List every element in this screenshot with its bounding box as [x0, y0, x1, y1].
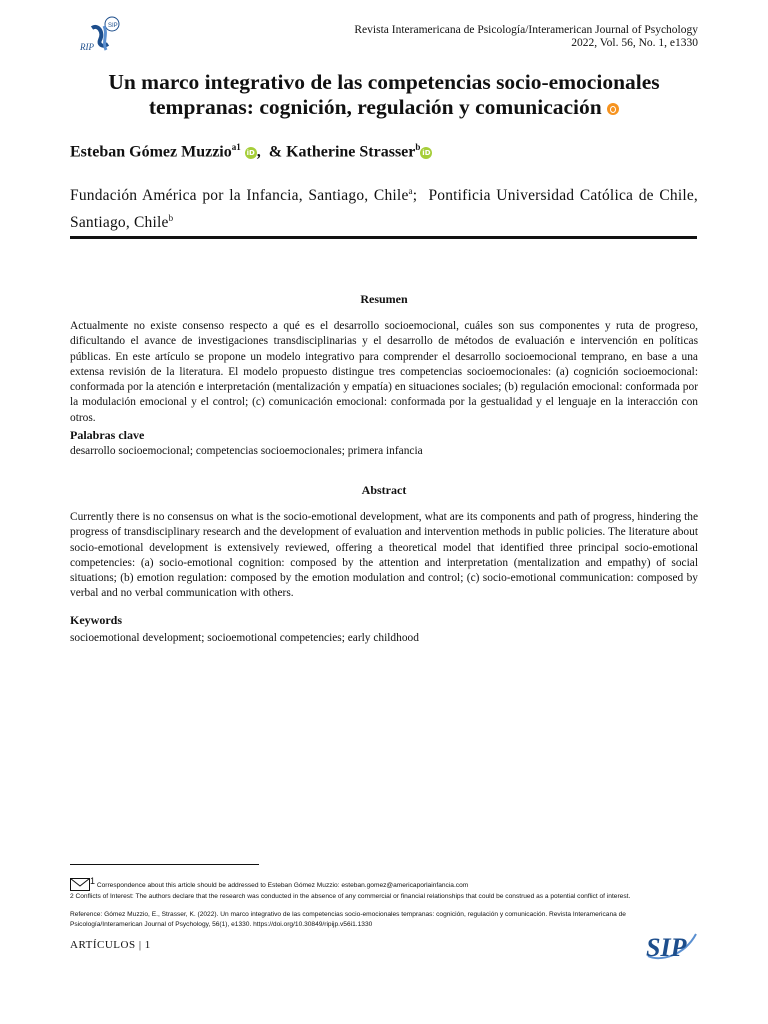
footnote-conflicts: 2 Conflicts of Interest: The authors declare that the research was conducted in the absence of any commercial or financial relationships that could be construed as a potential conflict of interest.: [70, 893, 631, 900]
journal-name: Revista Interamericana de Psicología/Interamerican Journal of Psychology: [354, 24, 698, 36]
logo-text: RIP: [80, 42, 94, 52]
author-name: Esteban Gómez Muzzio: [70, 143, 232, 161]
journal-logo: [78, 14, 128, 62]
affiliations: [70, 180, 703, 234]
citation-reference: Reference: Gómez Muzzio, E., Strasser, K. (2022). Un marco integrativo de las competencias socio-emocionales tempranas: cognición, regulación y comunicación. Revista Interamericana de Psicología/Interamerican Journal of Psychology, 56(1), e1330. https://doi.org/10.30849/ripijp.v56i1.1330: [70, 911, 626, 928]
logo-badge: SIP: [108, 23, 118, 29]
article-title-text: Un marco integrativo de las competencias socio-emocionales tempranas: cognición, regulación y comunicación: [108, 70, 660, 119]
palabras-clave-heading: Palabras clave: [70, 428, 145, 442]
keywords-heading: Keywords: [70, 613, 122, 627]
footnote-correspondence: [70, 876, 710, 893]
footnote-divider: [70, 864, 259, 865]
author-sup: b: [415, 142, 421, 152]
author-list: [70, 142, 432, 161]
affiliation-2: ; Pontificia Universidad Católica de Chile, Santiago, Chile: [70, 187, 703, 232]
abstract-text: Currently there is no consensus on what is the socio-emotional development, what are its components and path of progress, hindering the progress of transdisciplinary research and the development of evaluation and intervention methods in public policies. The literature about socio-emotional development is extensively reviewed, offering a theoretical model that identified three principal socio-emotional competencies: (a) socio-emotional cognition: composed by the attention and interpretation (mentalization and empathy) of social situations; (b) emotion regulation: composed by the emotion modulation and control; (c) socio-emotional communication: composed by verbal and no verbal communication with others.: [70, 511, 698, 600]
sip-logo: [640, 926, 700, 966]
footnote-mark: 1: [90, 876, 96, 886]
article-title: [70, 70, 698, 120]
resumen-heading: Resumen: [360, 292, 408, 306]
footnote-1-text: Correspondence about this article should be addressed to Esteban Gómez Muzzio: esteban.gomez@americaporlainfancia.com: [96, 882, 469, 890]
author-name: Katherine Strasser: [286, 143, 416, 161]
affiliation-sup: b: [168, 213, 174, 224]
keywords: socioemotional development; socioemotional competencies; early childhood: [70, 632, 419, 644]
abstract-heading: Abstract: [361, 483, 407, 497]
divider: [70, 236, 697, 239]
orcid-icon[interactable]: iD: [246, 148, 255, 157]
sip-logo-text: SIP: [646, 933, 687, 962]
orcid-icon[interactable]: iD: [422, 148, 431, 157]
page-label: ARTÍCULOS | 1: [70, 939, 151, 951]
journal-volume: 2022, Vol. 56, No. 1, e1330: [571, 37, 698, 49]
palabras-clave: desarrollo socioemocional; competencias socioemocionales; primera infancia: [70, 445, 423, 457]
affiliation-sup: a: [408, 186, 413, 196]
envelope-icon: [70, 878, 90, 893]
author-sup: a1: [231, 142, 241, 152]
resumen-text: Actualmente no existe consenso respecto a qué es el desarrollo socioemocional, cuáles son sus componentes y ruta de progreso, dificultando el avance de investigaciones transdisciplinarias y el desarrollo de métodos de evaluación e intervención en políticas públicas. En este artículo se propone un modelo integrativo para comprender el desarrollo socioemocional temprano, en base a una extensa revisión de la literatura. El modelo propuesto distingue tres competencias socioemocionales: (a) cognición socioemocional: conformada por la atención e interpretación (mentalización y empatía) en situaciones sociales; (b) regulación emocional: conformada por la modulación emocional y el control; (c) comunicación emocional: conformada por la gestualidad y el lenguaje en la interacción con otros.: [70, 320, 698, 424]
open-access-icon[interactable]: [607, 103, 619, 115]
author-separator: , &: [256, 143, 287, 161]
affiliation-1: Fundación América por la Infancia, Santiago, Chile: [70, 187, 409, 205]
